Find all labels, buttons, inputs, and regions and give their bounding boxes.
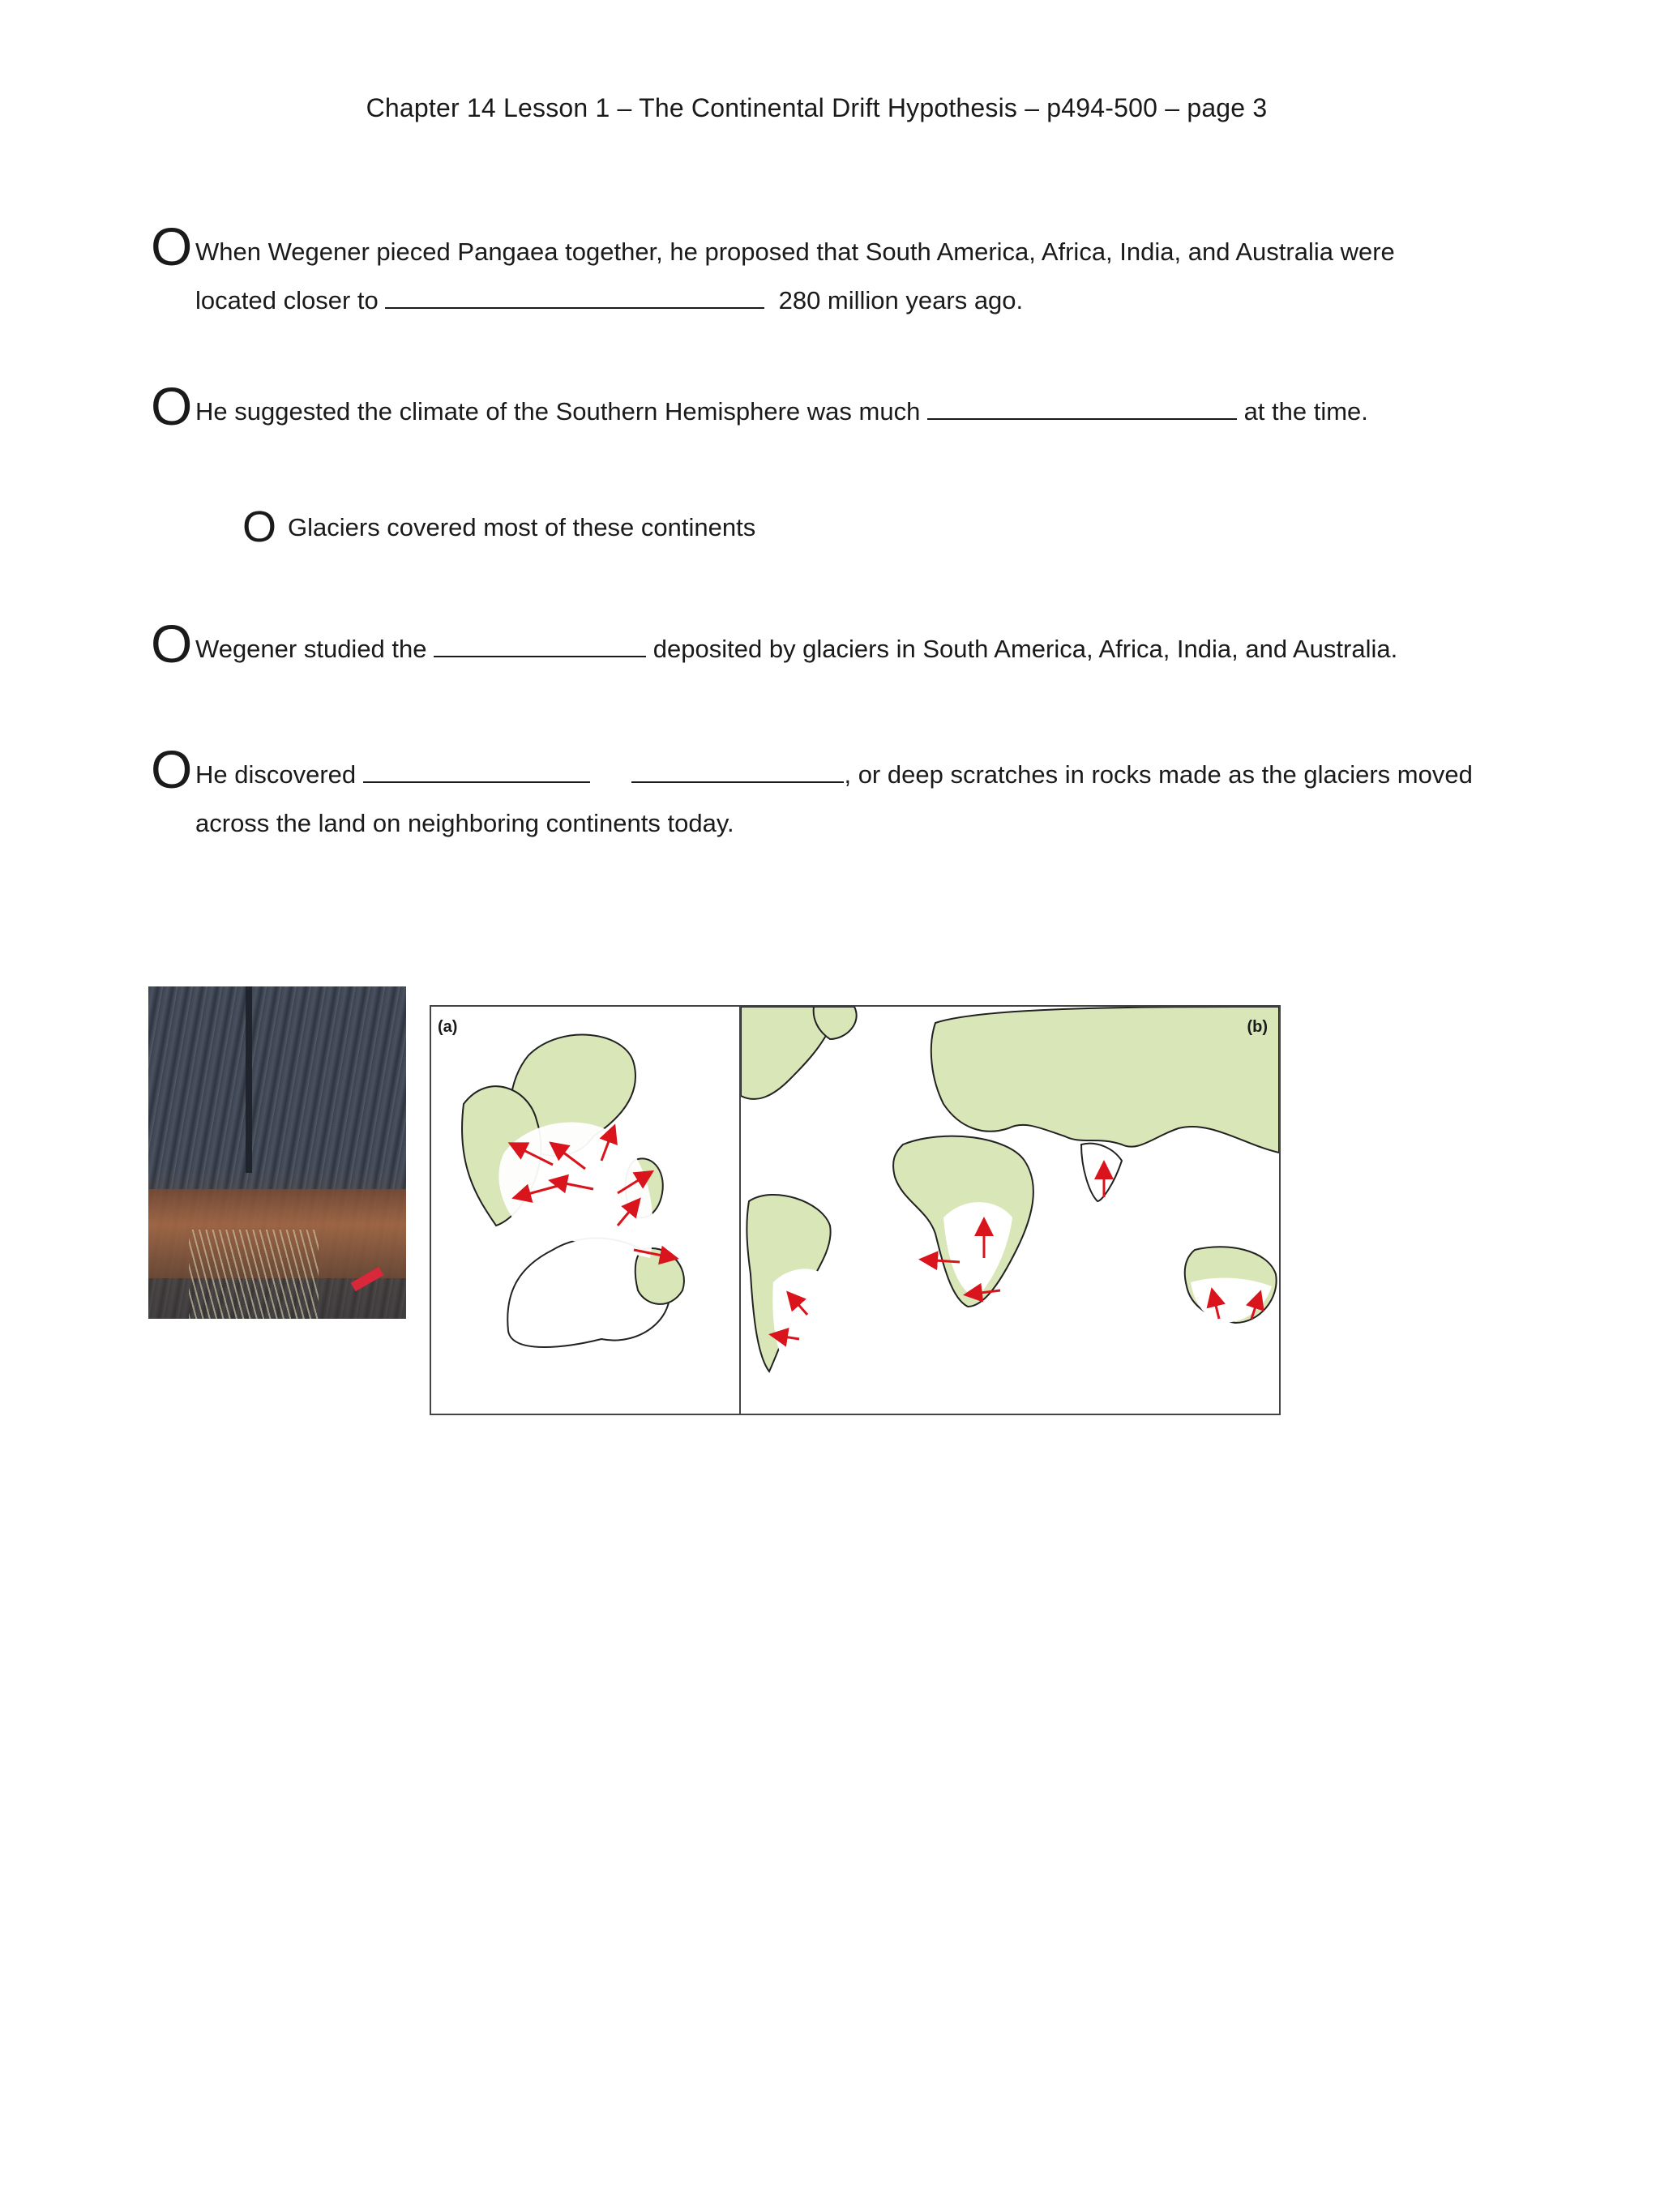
pangaea-map-drawing (431, 1007, 741, 1414)
bullet-marker: O (242, 503, 277, 551)
world-map-drawing (741, 1007, 1279, 1414)
bullet-5-text-b: , or deep scratches in rocks made as the glaciers moved (844, 760, 1473, 789)
bullet-3-text: Glaciers covered most of these continents (288, 513, 756, 541)
fill-in-blank-5[interactable] (631, 757, 844, 783)
south-america-ice (772, 1269, 822, 1355)
bullet-4-text-a: Wegener studied the (195, 635, 427, 663)
bullet-5-text-a: He discovered (195, 760, 357, 789)
glacial-striations-photo (148, 986, 406, 1319)
bullet-marker: O (151, 376, 193, 436)
bullet-item-4 (151, 614, 1589, 674)
bullet-item-1 (151, 216, 1589, 325)
world-map-b (739, 1005, 1281, 1415)
map-b-label: (b) (1247, 1018, 1268, 1036)
bullet-marker: O (151, 216, 193, 276)
bullet-item-2 (151, 376, 1589, 436)
bullet-1-text-line2b: 280 million years ago. (778, 286, 1024, 314)
fill-in-blank-1[interactable] (385, 283, 764, 309)
india (1081, 1144, 1122, 1201)
bullet-2-text-b: at the time. (1243, 397, 1368, 426)
map-a-label: (a) (438, 1018, 458, 1036)
sub-bullet-item-3 (242, 503, 1260, 552)
fill-in-blank-4[interactable] (363, 757, 590, 783)
page-header: Chapter 14 Lesson 1 – The Continental Drift Hypothesis – p494-500 – page 3 (366, 93, 1268, 122)
pangaea-australia (635, 1248, 684, 1304)
bullet-marker: O (151, 739, 193, 799)
pangaea-map-a (430, 1005, 742, 1415)
australia-ice (1191, 1278, 1272, 1323)
pangaea-ice-cap (498, 1123, 652, 1258)
bullet-2-text-a: He suggested the climate of the Southern Hemisphere was much (195, 397, 921, 426)
bullet-5-text-line2: across the land on neighboring continents today. (195, 809, 734, 837)
bullet-1-text-line2a: located closer to (195, 286, 379, 314)
fill-in-blank-3[interactable] (434, 631, 646, 657)
eurasia (931, 1007, 1279, 1153)
bullet-1-text-line1: When Wegener pieced Pangaea together, he proposed that South America, Africa, India, and Australia were (195, 237, 1395, 266)
bullet-item-5 (151, 739, 1622, 848)
bullet-marker: O (151, 614, 193, 674)
bullet-4-text-b: deposited by glaciers in South America, Africa, India, and Australia. (652, 635, 1398, 663)
fill-in-blank-2[interactable] (927, 394, 1237, 420)
